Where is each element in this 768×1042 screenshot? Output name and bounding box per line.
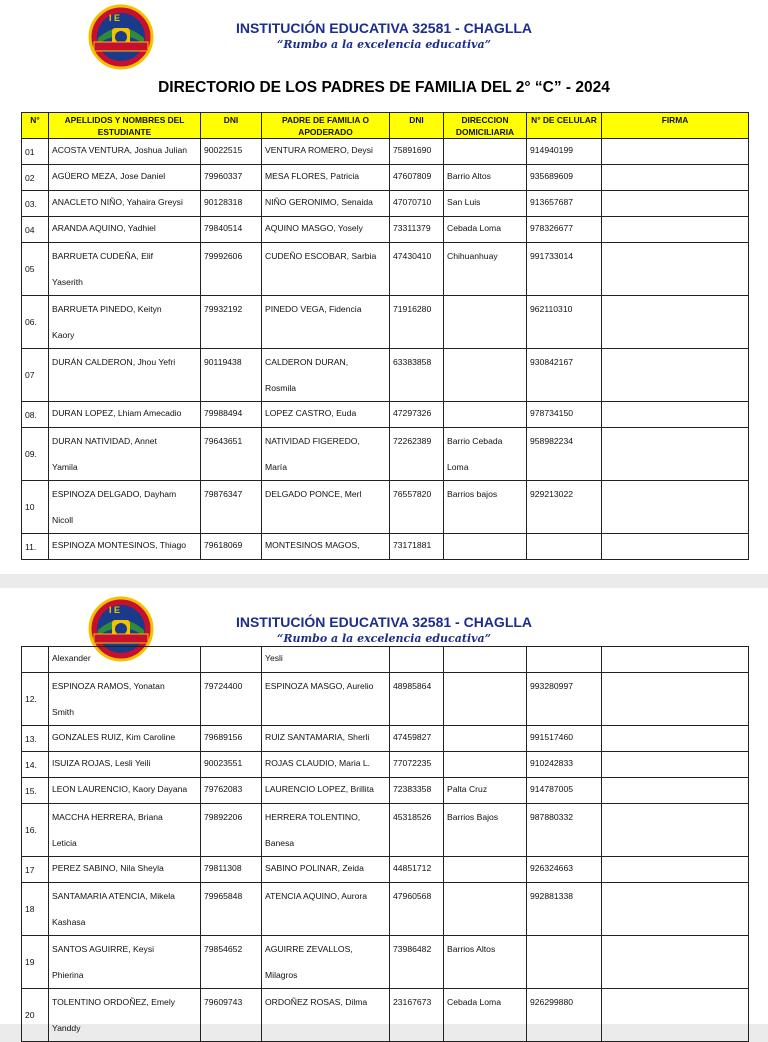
student-name: AGÜERO MEZA, Jose Daniel	[49, 165, 201, 191]
row-number: 15.	[22, 778, 49, 804]
student-dni: 90023551	[201, 752, 262, 778]
student-dni: 79988494	[201, 402, 262, 428]
student-dni: 79892206	[201, 804, 262, 857]
student-name: ANACLETO NIÑO, Yahaira Greysi	[49, 191, 201, 217]
table-row	[22, 726, 749, 752]
home-address	[444, 139, 527, 165]
page-2	[0, 588, 768, 1033]
home-address: Cebada Loma	[444, 217, 527, 243]
student-dni: 79932192	[201, 296, 262, 349]
signature-cell	[602, 534, 749, 560]
student-dni: 79876347	[201, 481, 262, 534]
table-row	[22, 428, 749, 481]
student-dni: 79811308	[201, 857, 262, 883]
parent-name: NIÑO GERONIMO, Senaida	[262, 191, 390, 217]
phone-number: 987880332	[527, 804, 602, 857]
home-address	[444, 296, 527, 349]
student-dni: 90119438	[201, 349, 262, 402]
signature-cell	[602, 243, 749, 296]
phone-number: 993280997	[527, 673, 602, 726]
student-dni: 79854652	[201, 936, 262, 989]
phone-number: 926324663	[527, 857, 602, 883]
signature-cell	[602, 481, 749, 534]
svg-text:I E: I E	[109, 13, 121, 23]
column-header-phone: N° DE CELULAR	[527, 113, 602, 139]
student-name: ESPINOZA MONTESINOS, Thiago	[49, 534, 201, 560]
table-body	[22, 647, 749, 1042]
school-name: INSTITUCIÓN EDUCATIVA 32581 - CHAGLLA	[235, 614, 533, 630]
row-number: 07	[22, 349, 49, 402]
school-crest-logo	[88, 4, 154, 70]
table-body	[22, 139, 749, 560]
home-address	[444, 349, 527, 402]
parent-dni: 72383358	[390, 778, 444, 804]
parent-dni: 47607809	[390, 165, 444, 191]
home-address: Barrios Bajos	[444, 804, 527, 857]
row-number: 09.	[22, 428, 49, 481]
parents-directory-table	[21, 112, 749, 560]
column-header-student: APELLIDOS Y NOMBRES DEL ESTUDIANTE	[49, 113, 201, 139]
parent-dni: 23167673	[390, 989, 444, 1042]
student-name: GONZALES RUIZ, Kim Caroline	[49, 726, 201, 752]
parent-dni: 71916280	[390, 296, 444, 349]
phone-number: 914787005	[527, 778, 602, 804]
parent-name: ORDOÑEZ ROSAS, Dilma	[262, 989, 390, 1042]
column-header-parent-dni: DNI	[390, 113, 444, 139]
signature-cell	[602, 883, 749, 936]
student-dni: 90128318	[201, 191, 262, 217]
phone-number: 929213022	[527, 481, 602, 534]
school-motto: “Rumbo a la excelencia educativa”	[277, 632, 491, 645]
parent-dni: 73986482	[390, 936, 444, 989]
parent-dni: 45318526	[390, 804, 444, 857]
parent-name: ESPINOZA MASGO, Aurelio	[262, 673, 390, 726]
row-number: 14.	[22, 752, 49, 778]
home-address: Barrio Cebada Loma	[444, 428, 527, 481]
signature-cell	[602, 428, 749, 481]
home-address: San Luis	[444, 191, 527, 217]
phone-number: 913657687	[527, 191, 602, 217]
parent-name: DELGADO PONCE, Merl	[262, 481, 390, 534]
parent-name: VENTURA ROMERO, Deysi	[262, 139, 390, 165]
home-address	[444, 673, 527, 726]
parent-name: LAURENCIO LOPEZ, Brillita	[262, 778, 390, 804]
signature-cell	[602, 778, 749, 804]
row-number: 02	[22, 165, 49, 191]
parent-dni: 72262389	[390, 428, 444, 481]
signature-cell	[602, 349, 749, 402]
signature-cell	[602, 726, 749, 752]
home-address: Cebada Loma	[444, 989, 527, 1042]
table-row	[22, 936, 749, 989]
phone-number: 935689609	[527, 165, 602, 191]
home-address: Chihuanhuay	[444, 243, 527, 296]
school-name: INSTITUCIÓN EDUCATIVA 32581 - CHAGLLA	[235, 20, 533, 36]
school-motto: “Rumbo a la excelencia educativa”	[277, 38, 491, 51]
student-dni: 79840514	[201, 217, 262, 243]
document-title: DIRECTORIO DE LOS PADRES DE FAMILIA DEL 2° “C” - 2024	[158, 79, 610, 96]
parent-dni: 76557820	[390, 481, 444, 534]
row-number: 17	[22, 857, 49, 883]
student-dni: 79724400	[201, 673, 262, 726]
student-dni: 79618069	[201, 534, 262, 560]
signature-cell	[602, 857, 749, 883]
row-number	[22, 647, 49, 673]
table-row	[22, 883, 749, 936]
student-name: ARANDA AQUINO, Yadhiel	[49, 217, 201, 243]
parent-name: ROJAS CLAUDIO, Maria L.	[262, 752, 390, 778]
parent-dni: 73171881	[390, 534, 444, 560]
parent-dni: 73311379	[390, 217, 444, 243]
row-number: 18	[22, 883, 49, 936]
parents-directory-table-continued	[21, 646, 749, 1042]
student-name: DURÁN CALDERON, Jhou Yefri	[49, 349, 201, 402]
home-address: Barrios Altos	[444, 936, 527, 989]
phone-number: 991733014	[527, 243, 602, 296]
parent-dni: 77072235	[390, 752, 444, 778]
parent-name: LOPEZ CASTRO, Euda	[262, 402, 390, 428]
parent-name: AGUIRRE ZEVALLOS, Milagros	[262, 936, 390, 989]
parent-dni: 47430410	[390, 243, 444, 296]
parent-name: PINEDO VEGA, Fidencia	[262, 296, 390, 349]
table-header-row	[22, 113, 749, 139]
row-number: 16.	[22, 804, 49, 857]
parent-name: MONTESINOS MAGOS,	[262, 534, 390, 560]
signature-cell	[602, 936, 749, 989]
phone-number	[527, 647, 602, 673]
row-number: 04	[22, 217, 49, 243]
parent-dni: 47070710	[390, 191, 444, 217]
table-row	[22, 481, 749, 534]
parent-dni: 44851712	[390, 857, 444, 883]
home-address: Barrios bajos	[444, 481, 527, 534]
phone-number: 962110310	[527, 296, 602, 349]
table-row	[22, 402, 749, 428]
student-dni: 79960337	[201, 165, 262, 191]
column-header-signature: FIRMA	[602, 113, 749, 139]
table-row	[22, 296, 749, 349]
table-row	[22, 217, 749, 243]
home-address	[444, 857, 527, 883]
row-number: 05	[22, 243, 49, 296]
home-address	[444, 647, 527, 673]
phone-number: 992881338	[527, 883, 602, 936]
parent-dni: 47297326	[390, 402, 444, 428]
student-name: TOLENTINO ORDOÑEZ, Emely Yanddy	[49, 989, 201, 1042]
signature-cell	[602, 296, 749, 349]
parent-name: Yesli	[262, 647, 390, 673]
phone-number: 930842167	[527, 349, 602, 402]
table-row	[22, 647, 749, 673]
student-dni: 79992606	[201, 243, 262, 296]
parent-name: HERRERA TOLENTINO, Banesa	[262, 804, 390, 857]
student-name: BARRUETA CUDEÑA, Elif Yaserith	[49, 243, 201, 296]
table-row	[22, 349, 749, 402]
table-row	[22, 989, 749, 1042]
student-name: Alexander	[49, 647, 201, 673]
parent-name: RUIZ SANTAMARIA, Sherli	[262, 726, 390, 752]
student-name: ESPINOZA DELGADO, Dayham Nicoll	[49, 481, 201, 534]
signature-cell	[602, 752, 749, 778]
phone-number: 978326677	[527, 217, 602, 243]
row-number: 03.	[22, 191, 49, 217]
phone-number	[527, 534, 602, 560]
home-address	[444, 534, 527, 560]
row-number: 13.	[22, 726, 49, 752]
row-number: 11.	[22, 534, 49, 560]
student-name: BARRUETA PINEDO, Keityn Kaory	[49, 296, 201, 349]
home-address	[444, 752, 527, 778]
home-address	[444, 726, 527, 752]
table-row	[22, 243, 749, 296]
signature-cell	[602, 989, 749, 1042]
parent-dni: 47960568	[390, 883, 444, 936]
table-row	[22, 857, 749, 883]
student-name: DURAN LOPEZ, Lhiam Amecadio	[49, 402, 201, 428]
student-name: SANTOS AGUIRRE, Keysi Phierina	[49, 936, 201, 989]
phone-number: 958982234	[527, 428, 602, 481]
student-name: DURAN NATIVIDAD, Annet Yamila	[49, 428, 201, 481]
table-row	[22, 673, 749, 726]
signature-cell	[602, 673, 749, 726]
student-dni: 79689156	[201, 726, 262, 752]
svg-text:I E: I E	[109, 605, 121, 615]
phone-number	[527, 936, 602, 989]
signature-cell	[602, 165, 749, 191]
student-name: SANTAMARIA ATENCIA, Mikela Kashasa	[49, 883, 201, 936]
student-name: MACCHA HERRERA, Briana Leticia	[49, 804, 201, 857]
table-row	[22, 804, 749, 857]
signature-cell	[602, 191, 749, 217]
parent-name: CALDERON DURAN, Rosmila	[262, 349, 390, 402]
row-number: 10	[22, 481, 49, 534]
student-name: ACOSTA VENTURA, Joshua Julian	[49, 139, 201, 165]
row-number: 08.	[22, 402, 49, 428]
phone-number: 910242833	[527, 752, 602, 778]
home-address: Barrio Altos	[444, 165, 527, 191]
parent-dni: 48985864	[390, 673, 444, 726]
student-name: ISUIZA ROJAS, Lesli Yeili	[49, 752, 201, 778]
student-dni: 79643651	[201, 428, 262, 481]
parent-name: ATENCIA AQUINO, Aurora	[262, 883, 390, 936]
row-number: 06.	[22, 296, 49, 349]
student-name: ESPINOZA RAMOS, Yonatan Smith	[49, 673, 201, 726]
parent-name: NATIVIDAD FIGEREDO, María	[262, 428, 390, 481]
student-name: LEON LAURENCIO, Kaory Dayana	[49, 778, 201, 804]
phone-number: 978734150	[527, 402, 602, 428]
parent-name: SABINO POLINAR, Zeida	[262, 857, 390, 883]
parent-name: MESA FLORES, Patricia	[262, 165, 390, 191]
row-number: 12.	[22, 673, 49, 726]
column-header-address: DIRECCION DOMICILIARIA	[444, 113, 527, 139]
table-row	[22, 139, 749, 165]
table-row	[22, 752, 749, 778]
signature-cell	[602, 804, 749, 857]
student-dni: 90022515	[201, 139, 262, 165]
phone-number: 991517460	[527, 726, 602, 752]
phone-number: 914940199	[527, 139, 602, 165]
parent-name: CUDEÑO ESCOBAR, Sarbia	[262, 243, 390, 296]
parent-dni: 63383858	[390, 349, 444, 402]
student-dni	[201, 647, 262, 673]
signature-cell	[602, 647, 749, 673]
row-number: 19	[22, 936, 49, 989]
table-row	[22, 534, 749, 560]
student-dni: 79609743	[201, 989, 262, 1042]
student-dni: 79762083	[201, 778, 262, 804]
parent-dni: 75891690	[390, 139, 444, 165]
signature-cell	[602, 402, 749, 428]
home-address	[444, 402, 527, 428]
column-header-parent: PADRE DE FAMILIA O APODERADO	[262, 113, 390, 139]
row-number: 20	[22, 989, 49, 1042]
parent-dni: 47459827	[390, 726, 444, 752]
signature-cell	[602, 217, 749, 243]
column-header-number: N°	[22, 113, 49, 139]
home-address: Palta Cruz	[444, 778, 527, 804]
table-row	[22, 778, 749, 804]
home-address	[444, 883, 527, 936]
table-row	[22, 165, 749, 191]
parent-name: AQUINO MASGO, Yosely	[262, 217, 390, 243]
signature-cell	[602, 139, 749, 165]
column-header-student-dni: DNI	[201, 113, 262, 139]
parent-dni	[390, 647, 444, 673]
student-name: PEREZ SABINO, Nila Sheyla	[49, 857, 201, 883]
table-row	[22, 191, 749, 217]
phone-number: 926299880	[527, 989, 602, 1042]
student-dni: 79965848	[201, 883, 262, 936]
row-number: 01	[22, 139, 49, 165]
